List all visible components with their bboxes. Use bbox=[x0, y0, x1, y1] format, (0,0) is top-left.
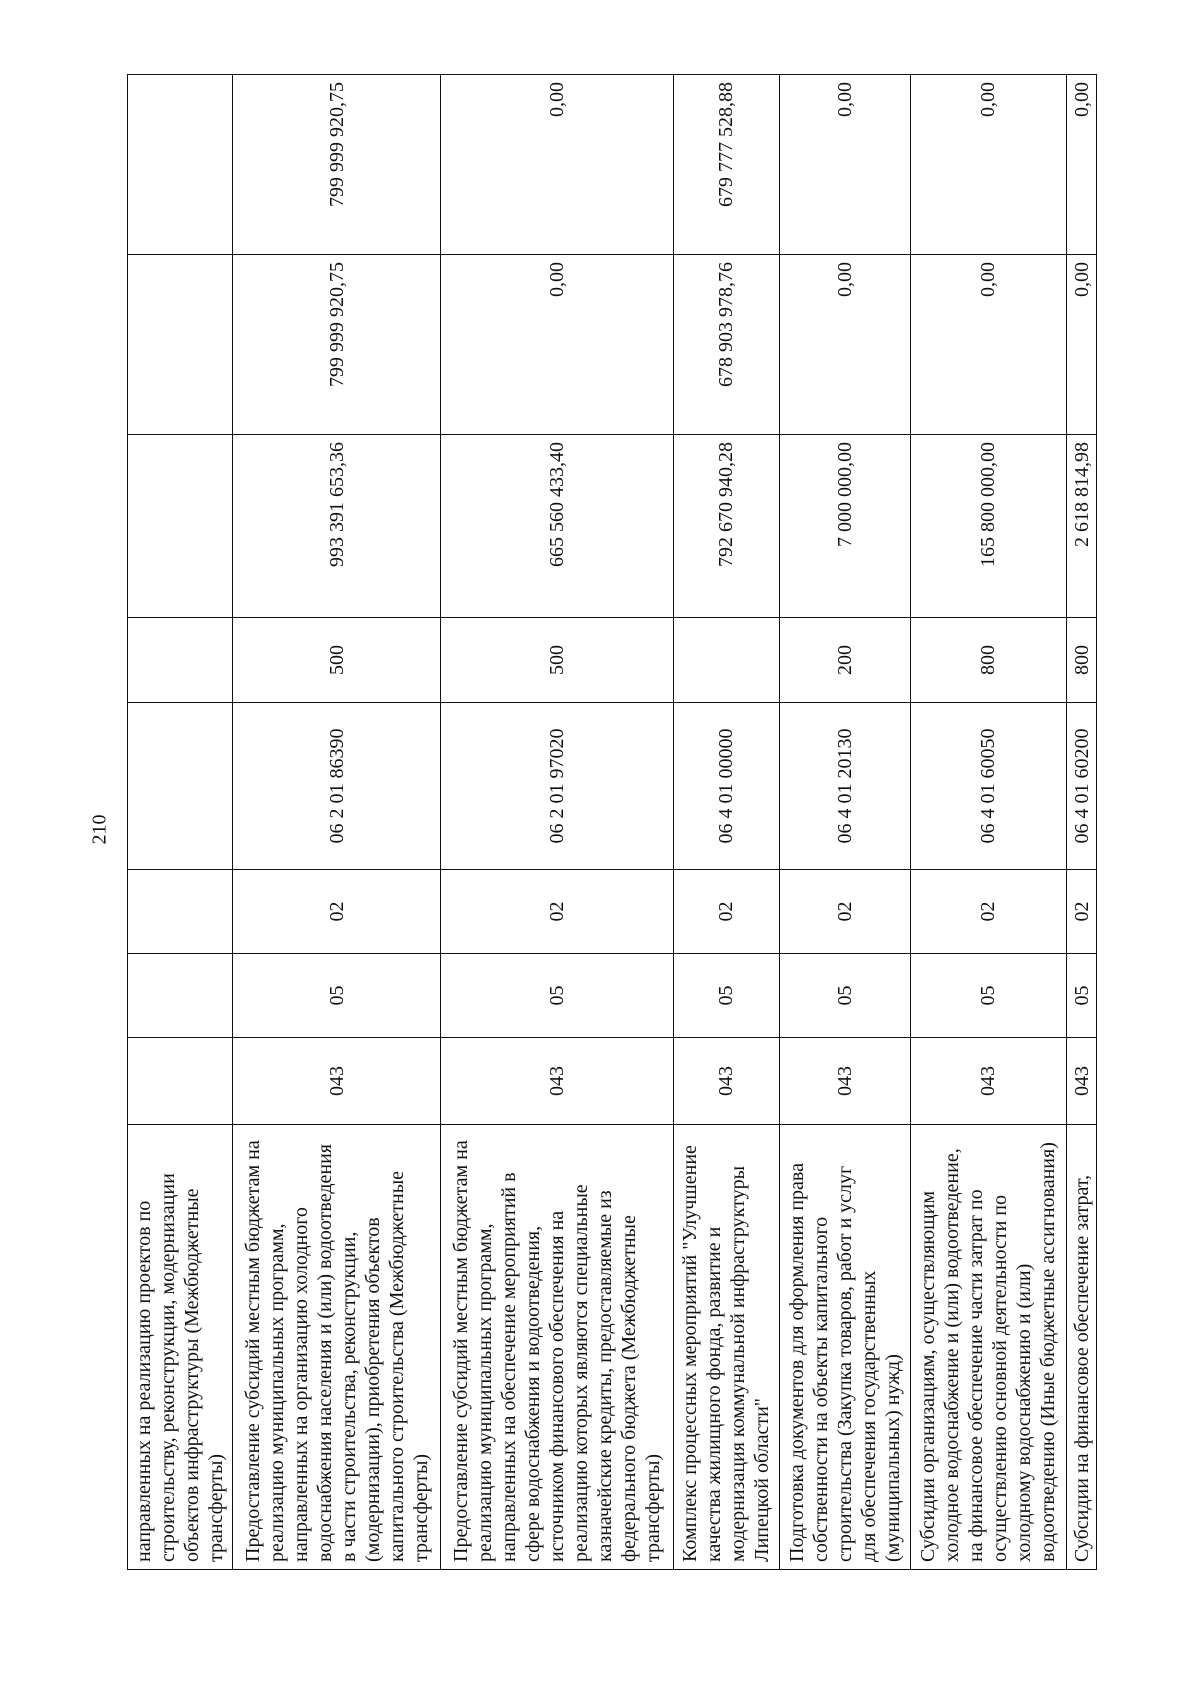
amount-3: 0,00 bbox=[910, 75, 1067, 255]
row-description: Комплекс процессных мероприятий "Улучшение качества жилищного фонда, развитие и модернизация коммунальной инфраструктуры Липецкой области" bbox=[674, 1125, 779, 1570]
target-code: 06 4 01 60050 bbox=[910, 703, 1067, 870]
amount-1: 165 800 000,00 bbox=[910, 435, 1067, 618]
amount-2: 0,00 bbox=[910, 255, 1067, 435]
table-row bbox=[1067, 75, 1097, 1570]
section-code: 05 bbox=[779, 954, 910, 1038]
target-code: 06 2 01 86390 bbox=[233, 703, 441, 870]
subsection-code: 02 bbox=[779, 870, 910, 954]
page-number: 210 bbox=[88, 814, 111, 845]
ministry-code bbox=[128, 1038, 233, 1125]
amount-2: 0,00 bbox=[779, 255, 910, 435]
expense-type-code: 800 bbox=[1067, 618, 1097, 703]
table-row bbox=[128, 75, 233, 1570]
amount-2: 0,00 bbox=[441, 255, 674, 435]
section-code: 05 bbox=[674, 954, 779, 1038]
table-row bbox=[233, 75, 441, 1570]
table-row bbox=[779, 75, 910, 1570]
ministry-code: 043 bbox=[1067, 1038, 1097, 1125]
amount-3: 679 777 528,88 bbox=[674, 75, 779, 255]
amount-2: 678 903 978,76 bbox=[674, 255, 779, 435]
subsection-code: 02 bbox=[233, 870, 441, 954]
amount-2: 0,00 bbox=[1067, 255, 1097, 435]
amount-1: 792 670 940,28 bbox=[674, 435, 779, 618]
ministry-code: 043 bbox=[910, 1038, 1067, 1125]
table-row bbox=[674, 75, 779, 1570]
ministry-code: 043 bbox=[779, 1038, 910, 1125]
ministry-code: 043 bbox=[441, 1038, 674, 1125]
ministry-code: 043 bbox=[674, 1038, 779, 1125]
amount-2: 799 999 920,75 bbox=[233, 255, 441, 435]
amount-3: 0,00 bbox=[441, 75, 674, 255]
target-code bbox=[128, 703, 233, 870]
amount-3: 0,00 bbox=[1067, 75, 1097, 255]
amount-2 bbox=[128, 255, 233, 435]
budget-table bbox=[127, 74, 1097, 1570]
row-description: Субсидии организациям, осуществляющим холодное водоснабжение и (или) водоотведение, на финансовое обеспечение части затрат по осуществлению основной деятельности по холодному водоснабжению и (или) водоотведению (Иные бюджетные ассигнования) bbox=[910, 1125, 1067, 1570]
amount-3: 0,00 bbox=[779, 75, 910, 255]
subsection-code bbox=[128, 870, 233, 954]
ministry-code: 043 bbox=[233, 1038, 441, 1125]
subsection-code: 02 bbox=[441, 870, 674, 954]
amount-1: 7 000 000,00 bbox=[779, 435, 910, 618]
expense-type-code: 800 bbox=[910, 618, 1067, 703]
expense-type-code: 500 bbox=[233, 618, 441, 703]
section-code: 05 bbox=[233, 954, 441, 1038]
row-description: Субсидии на финансовое обеспечение затрат, bbox=[1067, 1125, 1097, 1570]
section-code: 05 bbox=[441, 954, 674, 1038]
expense-type-code: 200 bbox=[779, 618, 910, 703]
rotated-page-content bbox=[127, 75, 1097, 1570]
row-description: направленных на реализацию проектов по строительству, реконструкции, модернизации объектов инфраструктуры (Межбюджетные трансферты) bbox=[128, 1125, 233, 1570]
subsection-code: 02 bbox=[674, 870, 779, 954]
target-code: 06 2 01 97020 bbox=[441, 703, 674, 870]
table-row bbox=[910, 75, 1067, 1570]
section-code: 05 bbox=[1067, 954, 1097, 1038]
subsection-code: 02 bbox=[1067, 870, 1097, 954]
subsection-code: 02 bbox=[910, 870, 1067, 954]
expense-type-code bbox=[128, 618, 233, 703]
amount-1: 993 391 653,36 bbox=[233, 435, 441, 618]
amount-3 bbox=[128, 75, 233, 255]
target-code: 06 4 01 00000 bbox=[674, 703, 779, 870]
amount-3: 799 999 920,75 bbox=[233, 75, 441, 255]
target-code: 06 4 01 20130 bbox=[779, 703, 910, 870]
table-row bbox=[441, 75, 674, 1570]
row-description: Предоставление субсидий местным бюджетам на реализацию муниципальных программ, направленных на организацию холодного водоснабжения населения и (или) водоотведения в части строительства, реконструкции, (модернизации), приобретения объектов капитального строительства (Межбюджетные трансферты) bbox=[233, 1125, 441, 1570]
row-description: Подготовка документов для оформления права собственности на объекты капитального строительства (Закупка товаров, работ и услуг для обеспечения государственных (муниципальных) нужд) bbox=[779, 1125, 910, 1570]
amount-1: 2 618 814,98 bbox=[1067, 435, 1097, 618]
amount-1 bbox=[128, 435, 233, 618]
expense-type-code: 500 bbox=[441, 618, 674, 703]
section-code: 05 bbox=[910, 954, 1067, 1038]
expense-type-code bbox=[674, 618, 779, 703]
amount-1: 665 560 433,40 bbox=[441, 435, 674, 618]
target-code: 06 4 01 60200 bbox=[1067, 703, 1097, 870]
section-code bbox=[128, 954, 233, 1038]
row-description: Предоставление субсидий местным бюджетам на реализацию муниципальных программ, направленных на обеспечение мероприятий в сфере водоснабжения и водоотведения, источником финансового обеспечения на реализацию которых являются специальные казначейские кредиты, предоставляемые из федерального бюджета (Межбюджетные трансферты) bbox=[441, 1125, 674, 1570]
